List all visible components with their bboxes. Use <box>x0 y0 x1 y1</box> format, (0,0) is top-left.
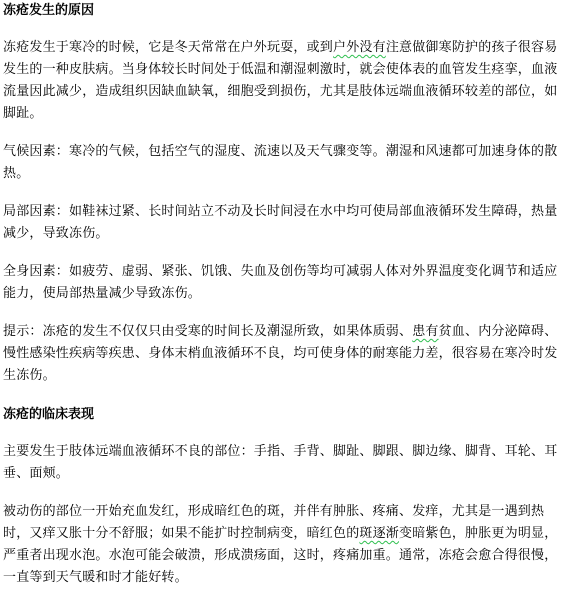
paragraph-tip <box>3 321 558 387</box>
paragraph-systemic-factors: 全身因素：如疲劳、虚弱、紧张、饥饿、失血及创伤等均可减弱人体对外界温度变化调节和适应能力，使局部热量减少导致冻伤。 <box>3 264 558 301</box>
text-run: 被动伤的部位一开始充血发红，形成暗红色的斑，并伴有肿胀、疼痛、发痒，尤其是一遇到热时，又痒又胀十分不舒服；如果不能扩时控制病变，暗红色的 <box>3 504 545 541</box>
text-run: 贫血、内分泌障碍、慢性感染性疾病等疾患、身体末梢血液循环不良，均可使身体的耐寒能力差，很容易在寒冷时发生冻伤。 <box>3 324 558 383</box>
paragraph-local-factors: 局部因素：如鞋袜过紧、长时间站立不动及长时间浸在水中均可使局部血液循环发生障碍，热量减少，导致冻伤。 <box>3 204 558 241</box>
spellcheck-underlined-text: 户外没有 <box>333 40 386 55</box>
text-run: 冻疮发生于寒冷的时候，它是冬天常常在户外玩耍，或到 <box>3 40 334 55</box>
section-title-causes: 冻疮发生的原因 <box>3 3 95 18</box>
paragraph-symptom-progression <box>3 501 558 589</box>
text-run: 变暗紫色，肿胀更为明显，严重者出现水泡。水泡可能会破溃，形成溃疡面，这时，疼痛加重。通常，冻疮会愈合得很慢，一直等到天气暖和时才能好转。 <box>3 526 558 585</box>
spellcheck-underlined-text: 患有 <box>412 324 439 339</box>
paragraph-intro <box>3 37 558 125</box>
text-run: 注意做御寒防护的孩子很容易发生的一种皮肤病。当身体较长时间处于低温和潮湿刺激时，就会使体表的血管发生痉挛，血液流量因此减少，造成组织因缺血缺氧，细胞受到损伤，尤其是肢体远端血液循环较差的部位，如脚趾。 <box>3 40 558 121</box>
spellcheck-underlined-text: 斑逐渐 <box>359 526 400 541</box>
paragraph-climate-factors: 气候因素：寒冷的气候，包括空气的湿度、流速以及天气骤变等。潮湿和风速都可加速身体的散热。 <box>3 144 558 181</box>
paragraph-affected-areas: 主要发生于肢体远端血液循环不良的部位：手指、手背、脚趾、脚跟、脚边缘、脚背、耳轮、耳垂、面颊。 <box>3 444 558 481</box>
section-title-symptoms: 冻疮的临床表现 <box>3 407 95 422</box>
text-run: 提示：冻疮的发生不仅仅只由受寒的时间长及潮湿所致，如果体质弱、 <box>3 324 413 339</box>
